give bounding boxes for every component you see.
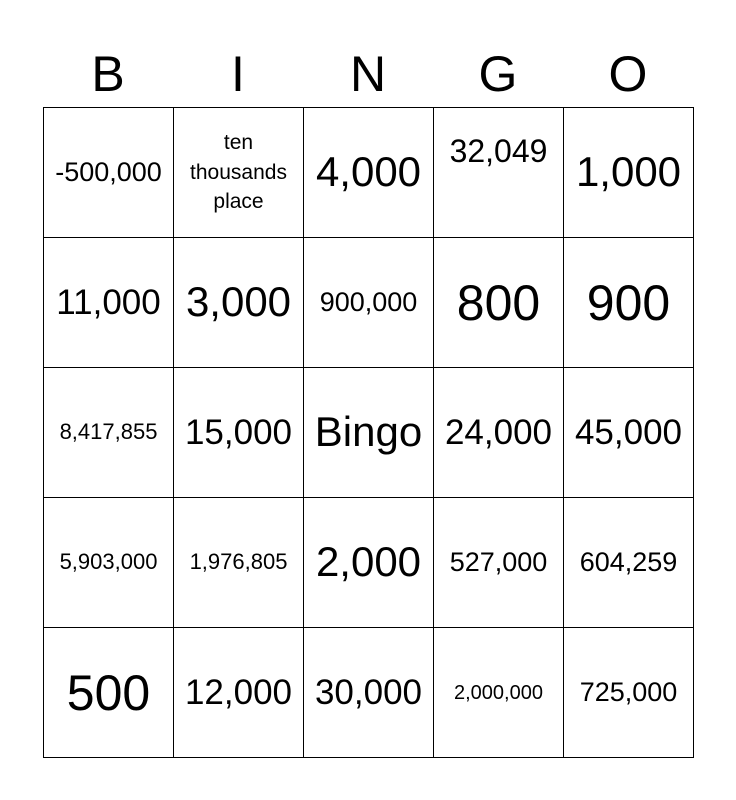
bingo-cell-r5-c4[interactable]: [434, 628, 564, 758]
bingo-cell-r5-c2[interactable]: [174, 628, 304, 758]
cell-text: 1,000: [575, 148, 682, 196]
cell-text: 32,049: [449, 133, 548, 169]
cell-text: 1,976,805: [189, 549, 288, 575]
bingo-board: [43, 107, 694, 758]
bingo-cell-r1-c1[interactable]: [44, 108, 174, 238]
cell-text: 5,903,000: [59, 549, 158, 575]
bingo-cell-r3-c4[interactable]: [434, 368, 564, 498]
cell-text: 900,000: [319, 287, 418, 318]
bingo-cell-r4-c5[interactable]: [564, 498, 694, 628]
cell-text: 4,000: [315, 148, 422, 196]
cell-text: 2,000,000: [454, 681, 543, 704]
bingo-free-cell[interactable]: [304, 368, 434, 498]
cell-text: Bingo: [314, 408, 423, 456]
header-letter-b: B: [91, 46, 125, 102]
header-letter-n: N: [349, 46, 387, 102]
cell-text: 8,417,855: [59, 419, 158, 445]
bingo-cell-r4-c2[interactable]: [174, 498, 304, 628]
bingo-cell-r4-c3[interactable]: [304, 498, 434, 628]
cell-text: 11,000: [56, 282, 161, 322]
cell-text: 500: [66, 664, 151, 721]
bingo-cell-r3-c2[interactable]: [174, 368, 304, 498]
cell-text: 604,259: [579, 547, 678, 578]
bingo-cell-r3-c5[interactable]: [564, 368, 694, 498]
bingo-cell-r2-c3[interactable]: [304, 238, 434, 368]
header-letter-o: O: [608, 46, 648, 102]
bingo-cell-r2-c2[interactable]: [174, 238, 304, 368]
cell-text: 527,000: [449, 547, 548, 578]
bingo-cell-r1-c2[interactable]: [174, 108, 304, 238]
bingo-cell-r5-c1[interactable]: [44, 628, 174, 758]
cell-text: 900: [586, 274, 671, 331]
bingo-cell-r5-c3[interactable]: [304, 628, 434, 758]
bingo-cell-r1-c3[interactable]: [304, 108, 434, 238]
bingo-header: [43, 44, 693, 104]
bingo-cell-r2-c1[interactable]: [44, 238, 174, 368]
bingo-cell-r3-c1[interactable]: [44, 368, 174, 498]
bingo-cell-r1-c4[interactable]: [434, 108, 564, 238]
bingo-cell-r2-c4[interactable]: [434, 238, 564, 368]
bingo-cell-r5-c5[interactable]: [564, 628, 694, 758]
cell-text: 3,000: [185, 278, 292, 326]
bingo-cell-r1-c5[interactable]: [564, 108, 694, 238]
cell-text: 15,000: [184, 412, 293, 452]
header-letter-i: I: [231, 46, 245, 102]
cell-text: 800: [456, 274, 541, 331]
cell-text: -500,000: [55, 157, 162, 188]
cell-text: 12,000: [184, 672, 293, 712]
cell-text: 24,000: [444, 412, 553, 452]
bingo-cell-r2-c5[interactable]: [564, 238, 694, 368]
cell-text: 725,000: [579, 677, 678, 708]
cell-text: 45,000: [574, 412, 683, 452]
cell-text: 30,000: [314, 672, 423, 712]
bingo-cell-r4-c1[interactable]: [44, 498, 174, 628]
cell-text: ten thousands place: [190, 130, 287, 214]
header-letter-g: G: [478, 46, 518, 102]
cell-text: 2,000: [315, 538, 422, 586]
bingo-cell-r4-c4[interactable]: [434, 498, 564, 628]
